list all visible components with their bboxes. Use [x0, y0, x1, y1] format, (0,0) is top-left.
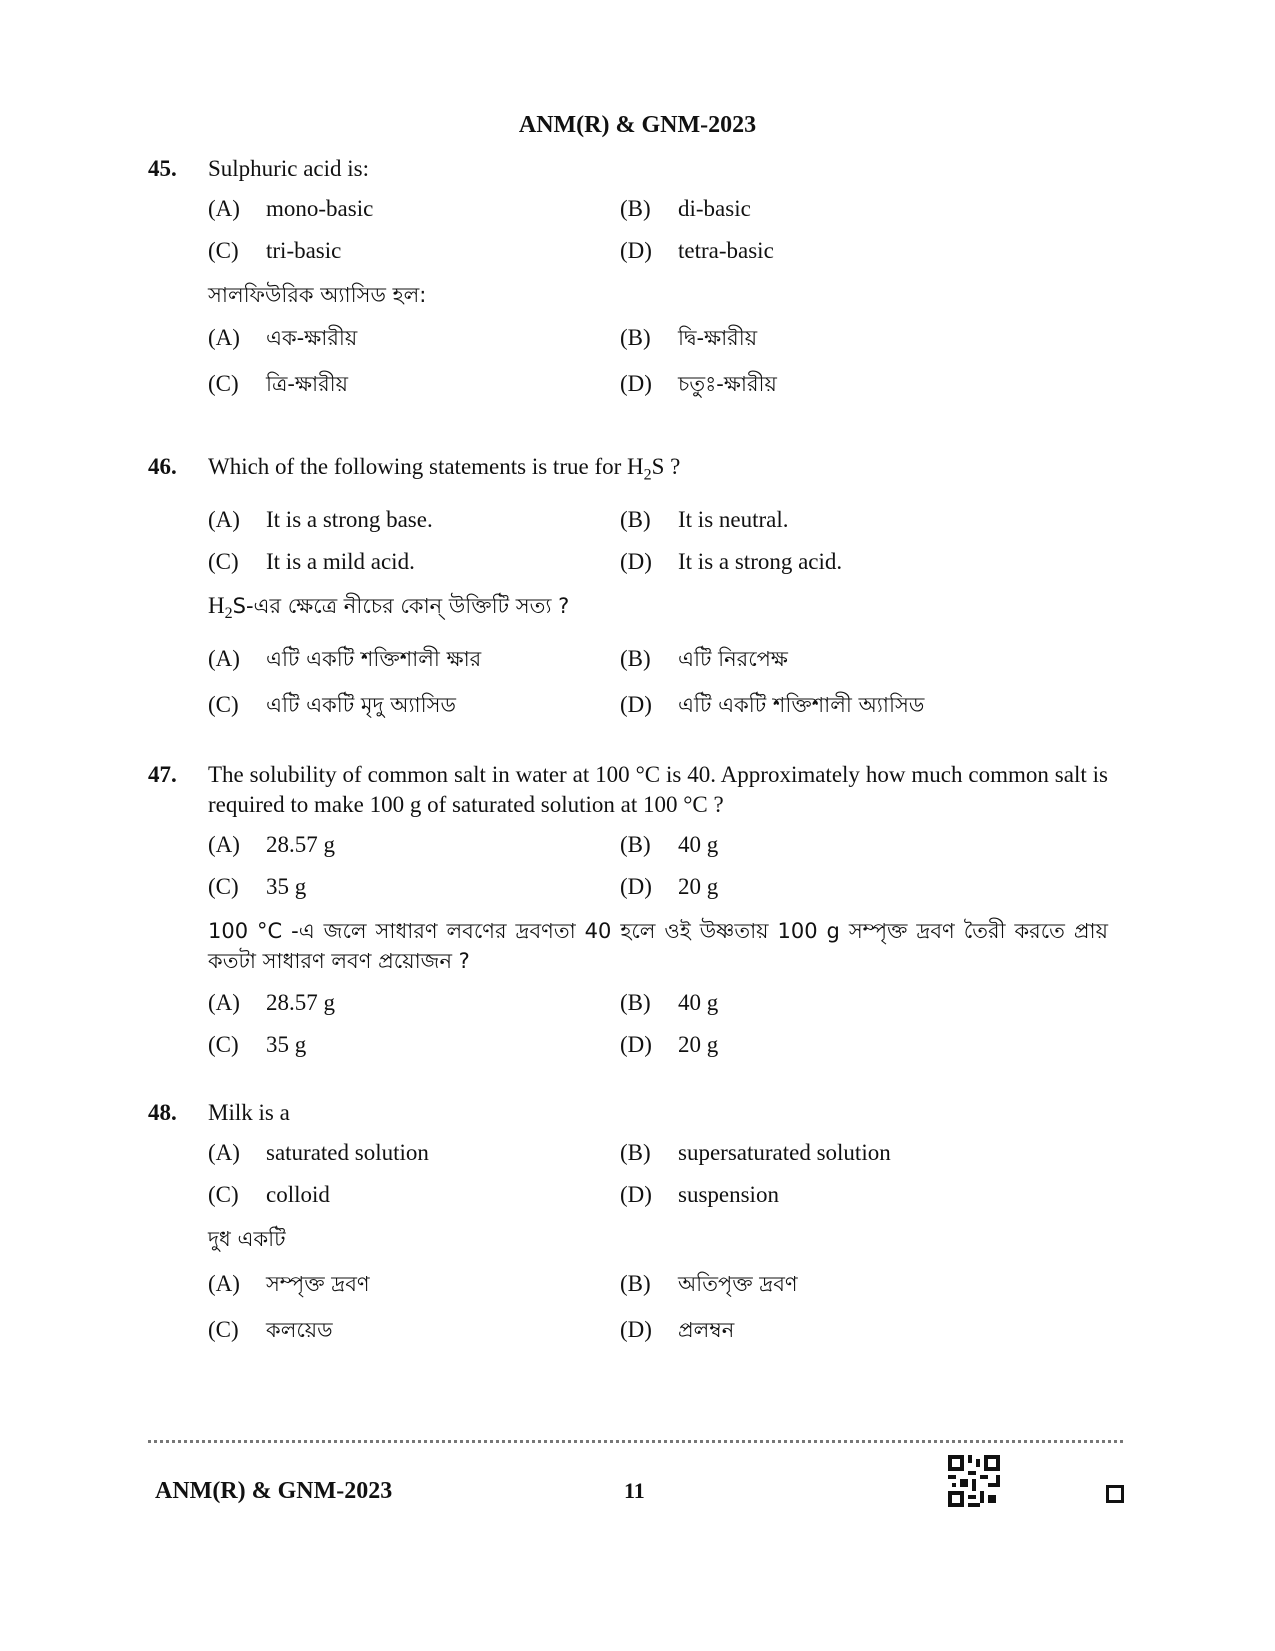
question-47	[148, 760, 1108, 1074]
qr-code-icon	[948, 1455, 1000, 1507]
question-text-en: Which of the following statements is true for $H_2S$ ?	[208, 454, 681, 484]
option-b-bn: (B) 40 g	[620, 990, 719, 1015]
option-a-bn: (A) 28.57 g	[208, 990, 335, 1015]
square-marker-icon	[1106, 1485, 1124, 1503]
question-text-bn: 100 °C -এ জলে সাধারণ লবণের দ্রবণতা 40 হলে ওই উষ্ণতায় 100 g সম্পৃক্ত দ্রবণ তৈরী করতে প্রায় কতটা সাধারণ লবণ প্রয়োজন ?	[208, 919, 1108, 973]
footer-divider	[148, 1440, 1123, 1447]
option-d: (D) tetra-basic	[620, 238, 774, 263]
option-a: (A) It is a strong base.	[208, 506, 433, 532]
option-c-bn: (C) ত্রি-ক্ষারীয়	[208, 371, 349, 396]
option-a: (A) 28.57 g	[208, 832, 335, 857]
option-a-bn: (A) সম্পৃক্ত দ্রবণ	[208, 1271, 370, 1296]
options-bn	[208, 643, 1108, 735]
option-b: (B) supersaturated solution	[620, 1140, 891, 1165]
question-number: 48.	[148, 1100, 177, 1125]
option-c-bn: (C) এটি একটি মৃদু অ্যাসিড	[208, 691, 456, 717]
option-d-bn: (D) প্রলম্বন	[620, 1317, 735, 1342]
footer-title: ANM(R) & GNM-2023	[155, 1478, 393, 1504]
options-en	[208, 832, 1108, 916]
question-number: 45.	[148, 156, 177, 181]
option-a: (A) saturated solution	[208, 1140, 429, 1165]
option-d: (D) It is a strong acid.	[620, 548, 843, 574]
option-d: (D) 20 g	[620, 874, 719, 899]
options-en	[208, 196, 1108, 280]
option-b: (B) It is neutral.	[620, 506, 789, 532]
options-bn	[208, 990, 1108, 1074]
page-header: ANM(R) & GNM-2023	[518, 112, 757, 138]
option-a-bn: (A) এক-ক্ষারীয়	[208, 325, 358, 350]
option-b: (B) di-basic	[620, 196, 751, 221]
option-c: (C) 35 g	[208, 874, 307, 899]
option-b: (B) 40 g	[620, 832, 719, 857]
question-number: 47.	[148, 762, 177, 787]
option-d: (D) suspension	[620, 1182, 779, 1207]
option-c-bn: (C) 35 g	[208, 1032, 307, 1057]
option-b-bn: (B) এটি নিরপেক্ষ	[620, 645, 788, 671]
question-text-bn: সালফিউরিক অ্যাসিড হল:	[208, 283, 427, 307]
option-d-bn: (D) এটি একটি শক্তিশালী অ্যাসিড	[620, 691, 925, 717]
option-c: (C) colloid	[208, 1182, 330, 1207]
options-bn	[208, 322, 1108, 414]
option-d-bn: (D) 20 g	[620, 1032, 719, 1057]
question-text-en: The solubility of common salt in water at 100 °C is 40. Approximately how much common salt is required to make 100 g of saturated solution at 100 °C ?	[208, 762, 1108, 817]
option-b-bn: (B) অতিপৃক্ত দ্রবণ	[620, 1271, 798, 1296]
question-text-bn: $H_2S-এর$ ক্ষেত্রে নীচের কোন্ উক্তিটি সত্য ?	[208, 592, 570, 622]
question-text-en: Sulphuric acid is:	[208, 156, 369, 181]
options-en	[208, 507, 1108, 591]
options-en	[208, 1140, 1108, 1224]
question-48	[148, 1098, 1108, 1360]
option-d-bn: (D) চতুঃ-ক্ষারীয়	[620, 371, 777, 396]
option-b-bn: (B) দ্বি-ক্ষারীয়	[620, 325, 758, 350]
question-text-bn: দুধ একটি	[208, 1227, 286, 1251]
options-bn	[208, 1268, 1108, 1360]
option-a: (A) mono-basic	[208, 196, 374, 221]
question-45	[148, 154, 1108, 414]
question-text-en: Milk is a	[208, 1100, 290, 1125]
question-number: 46.	[148, 454, 177, 479]
option-a-bn: (A) এটি একটি শক্তিশালী ক্ষার	[208, 645, 482, 671]
option-c-bn: (C) কলয়েড	[208, 1317, 333, 1342]
option-c: (C) tri-basic	[208, 238, 342, 263]
page-number: 11	[624, 1478, 645, 1503]
option-c: (C) It is a mild acid.	[208, 548, 415, 574]
question-46	[148, 452, 1108, 735]
